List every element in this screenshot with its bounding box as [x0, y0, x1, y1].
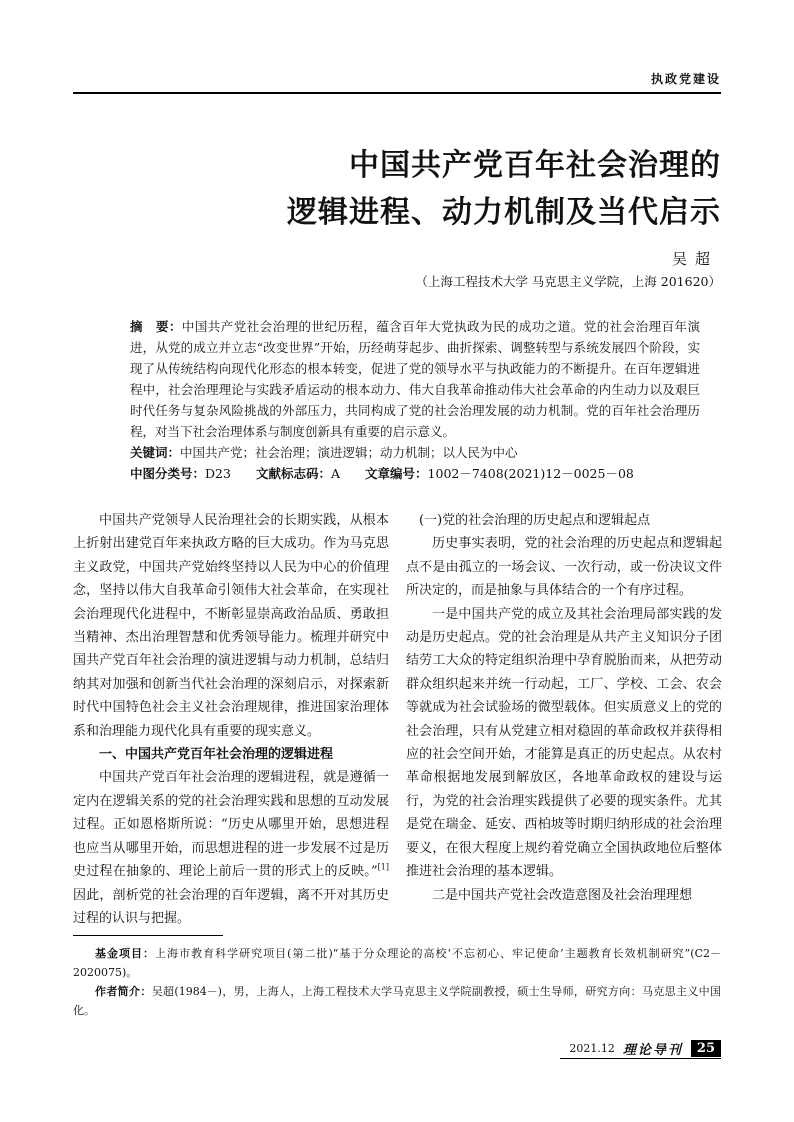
section1-text-end: 因此，剖析党的社会治理的百年逻辑，离不开对其历史过程的认识与把握。 [73, 887, 389, 926]
section-heading: 一、中国共产党百年社会治理的逻辑进程 [99, 747, 334, 763]
second-point-paragraph: 二是中国共产党社会改造意图及社会治理理想 [432, 887, 693, 903]
fund-note [73, 944, 721, 982]
abstract-label: 摘 要： [130, 319, 182, 334]
author-note [73, 982, 721, 1020]
author-note-text: 吴超(1984－)，男，上海人，上海工程技术大学马克思主义学院副教授，硕士生导师，研究方向：马克思主义中国化。 [73, 985, 722, 1017]
title-line-1: 中国共产党百年社会治理的 [349, 148, 721, 183]
section1-paragraph [73, 766, 389, 930]
footer-rule [560, 1058, 721, 1059]
fund-label: 基金项目： [95, 947, 156, 960]
author-affiliation: （上海工程技术大学 马克思主义学院，上海 201620） [415, 274, 721, 289]
abstract [130, 316, 700, 442]
article-number-label: 文章编号： [365, 466, 428, 481]
abstract-block [130, 316, 700, 484]
article-title [287, 142, 721, 236]
doc-code-value: A [330, 466, 341, 481]
clc-value: D23 [205, 466, 231, 481]
keywords [130, 442, 700, 463]
fund-text: 上海市教育科学研究项目(第二批)“基于分众理论的高校‘不忘初心、牢记使命’主题教育长效机制研究”(C2－2020075)。 [73, 947, 721, 979]
page-footer [569, 1038, 721, 1058]
intro-paragraph: 中国共产党领导人民治理社会的长期实践，从根本上折射出建党百年来执政方略的巨大成功。作为马克思主义政党，中国共产党始终坚持以人民为中心的价值理念，坚持以伟大自我革命引领伟大社会革命，在实现社会治理现代化进程中，不断彰显崇高政治品质、勇敢担当精神、杰出治理智慧和优秀领导能力。梳理并研究中国共产党百年社会治理的演进逻辑与动力机制，总结归纳其对加强和创新当代社会治理的深刻启示，对探索新时代中国特色社会主义社会治理规律，推进国家治理体系和治理能力现代化具有重要的现实意义。 [73, 513, 389, 739]
header-rule [73, 92, 721, 94]
footnotes [73, 944, 721, 1020]
body-column-left [73, 509, 389, 930]
citation-ref: [1] [377, 862, 389, 872]
abstract-text: 中国共产党社会治理的世纪历程，蕴含百年大党执政为民的成功之道。党的社会治理百年演进，从党的成立并立志“改变世界”开始，历经萌芽起步、曲折探索、调整转型与系统发展四个阶段，实现了从传统结构向现代化形态的根本转变，促进了党的领导水平与执政能力的不断提升。在百年逻辑进程中，社会治理理论与实践矛盾运动的根本动力、伟大自我革命推动伟大社会革命的内生动力以及艰巨时代任务与复杂风险挑战的外部压力，共同构成了党的社会治理发展的动力机制。党的百年社会治理历程，对当下社会治理体系与制度创新具有重要的启示意义。 [130, 319, 700, 439]
author-name: 吴超 [671, 250, 718, 268]
keywords-text: 中国共产党；社会治理；演进逻辑；动力机制；以人民为中心 [180, 445, 518, 460]
article-number-value: 1002－7408(2021)12－0025－08 [427, 466, 634, 481]
clc-label: 中图分类号： [130, 466, 206, 481]
first-point-paragraph: 一是中国共产党的成立及其社会治理局部实践的发动是历史起点。党的社会治理是从共产主义知识分子团结劳工大众的特定组织治理中孕育脱胎而来，从把劳动群众组织起来并统一行动起，工厂、学校、工会、农会等就成为社会试验场的微型载体。但实质意义上的党的社会治理，只有从党建立相对稳固的革命政权并获得相应的社会空间开始，才能算是真正的历史起点。从农村革命根据地发展到解放区，各地革命政权的建设与运行，为党的社会治理实践提供了必要的现实条件。尤其是党在瑞金、延安、西柏坡等时期归纳形成的社会治理要义，在很大程度上规约着党确立全国执政地位后整体推进社会治理的基本逻辑。 [406, 606, 722, 880]
classification-line [130, 463, 700, 484]
subsection-heading: (一)党的社会治理的历史起点和逻辑起点 [419, 513, 651, 528]
footnote-rule [73, 935, 223, 936]
doc-code-label: 文献标志码： [255, 466, 331, 481]
journal-name: 理论导刊 [622, 1042, 683, 1058]
section1-text: 中国共产党百年社会治理的逻辑进程，就是遵循一定内在逻辑关系的党的社会治理实践和思想的互动发展过程。正如恩格斯所说：“历史从哪里开始，思想进程也应当从哪里开始，而思想进程的进一步发展不过是历史过程在抽象的、理论上前后一贯的形式上的反映。” [73, 770, 389, 880]
page-number: 25 [691, 1040, 721, 1057]
issue-date: 2021.12 [569, 1041, 615, 1055]
author-note-label: 作者简介： [95, 985, 152, 998]
title-line-2: 逻辑进程、动力机制及当代启示 [287, 195, 721, 230]
body-column-right [406, 509, 722, 907]
history-paragraph: 历史事实表明，党的社会治理的历史起点和逻辑起点不是由孤立的一场会议、一次行动，或一份决议文件所决定的，而是抽象与具体结合的一个有序过程。 [406, 536, 722, 599]
keywords-label: 关键词： [130, 445, 181, 460]
section-header: 执政党建设 [650, 72, 721, 86]
